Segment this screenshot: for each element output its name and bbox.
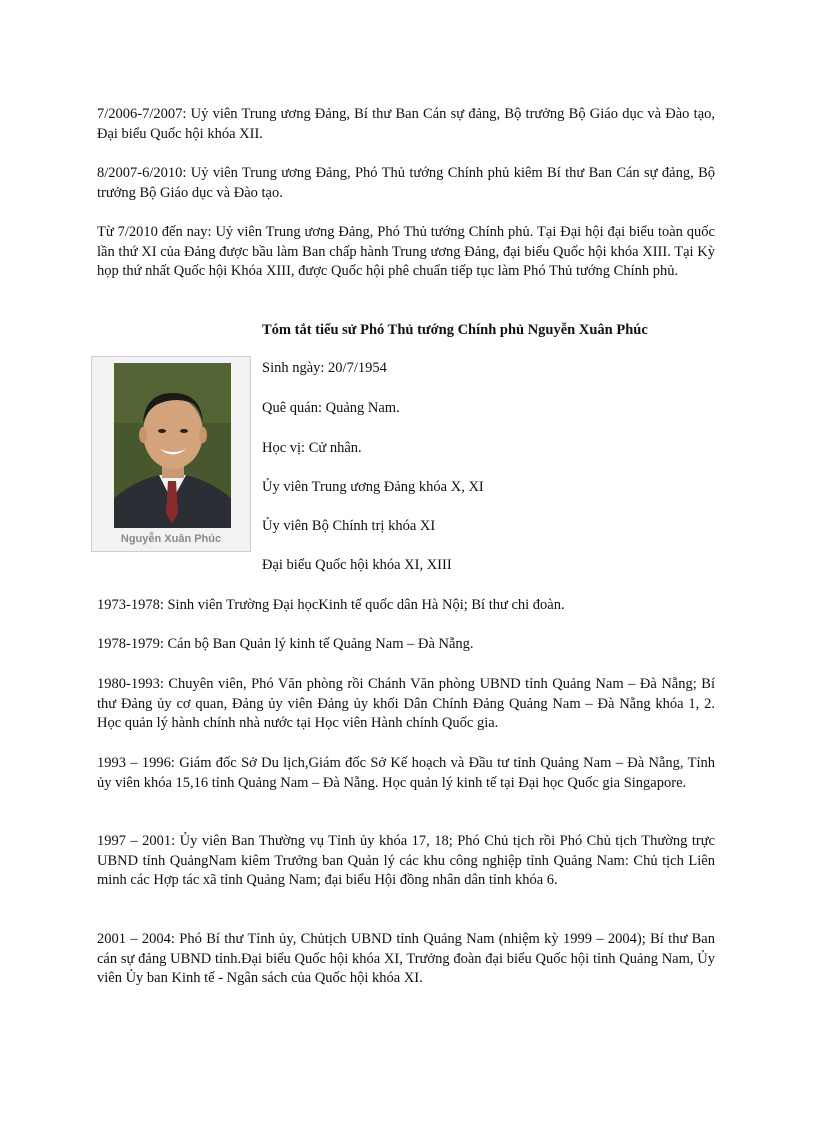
bio-paragraph: 1978-1979: Cán bộ Ban Quản lý kinh tế Quảng Nam – Đà Nẵng. — [97, 636, 474, 652]
section-title: Tóm tắt tiểu sử Phó Thủ tướng Chính phủ Nguyễn Xuân Phúc — [262, 322, 648, 338]
bio-paragraph: Từ 7/2010 đến nay: Uỷ viên Trung ương Đảng, Phó Thủ tướng Chính phủ. Tại Đại hội đại biểu toàn quốc lần thứ XI của Đảng được bầu làm Ban chấp hành Trung ương Đảng, đại biểu Quốc hội khóa XIII. Tại Kỳ họp thứ nhất Quốc hội Khóa XIII, được Quốc hội phê chuẩn tiếp tục làm Phó Thủ tướng Chính phủ. — [97, 224, 715, 280]
bio-paragraph: 1993 – 1996: Giám đốc Sở Du lịch,Giám đốc Sở Kế hoạch và Đầu tư tỉnh Quảng Nam – Đà Nẵng, Tỉnh ủy viên khóa 15,16 tỉnh Quảng Nam – Đà Nẵng. Học quản lý kinh tế tại Đại học Quốc gia Singapore. — [97, 755, 715, 791]
fact-item: Ủy viên Trung ương Đảng khóa X, XI — [262, 479, 484, 495]
bio-paragraph: 2001 – 2004: Phó Bí thư Tỉnh ủy, Chủtịch UBND tỉnh Quảng Nam (nhiệm kỳ 1999 – 2004); Bí thư Ban cán sự đảng UBND tỉnh.Đại biểu Quốc hội khóa XI, Trưởng đoàn đại biểu Quốc hội tỉnh Quảng Nam, Ủy viên Ủy ban Kinh tế - Ngân sách của Quốc hội khóa XI. — [97, 931, 715, 987]
portrait-photo — [91, 356, 251, 552]
fact-item: Ủy viên Bộ Chính trị khóa XI — [262, 518, 436, 534]
bio-paragraph: 7/2006-7/2007: Uỷ viên Trung ương Đảng, Bí thư Ban Cán sự đảng, Bộ trưởng Bộ Giáo dục và Đào tạo, Đại biểu Quốc hội khóa XII. — [97, 106, 715, 142]
photo-caption: Nguyễn Xuân Phúc — [120, 533, 222, 545]
bio-paragraph: 1997 – 2001: Ủy viên Ban Thường vụ Tỉnh ủy khóa 17, 18; Phó Chủ tịch rồi Phó Chủ tịch Thường trực UBND tỉnh QuảngNam kiêm Trưởng ban Quản lý các khu công nghiệp tỉnh Quảng Nam: Chủ tịch Liên minh các Hợp tác xã tỉnh Quảng Nam; đại biểu Hội đồng nhân dân tỉnh khóa 6. — [97, 833, 715, 889]
bio-paragraph: 8/2007-6/2010: Uỷ viên Trung ương Đảng, Phó Thủ tướng Chính phủ kiêm Bí thư Ban Cán sự đảng, Bộ trưởng Bộ Giáo dục và Đào tạo. — [97, 165, 715, 201]
fact-item: Sinh ngày: 20/7/1954 — [262, 360, 387, 376]
fact-item: Quê quán: Quảng Nam. — [262, 400, 400, 416]
portrait-illustration — [114, 363, 231, 528]
fact-item: Đại biểu Quốc hội khóa XI, XIII — [262, 557, 452, 573]
bio-paragraph: 1980-1993: Chuyên viên, Phó Văn phòng rồi Chánh Văn phòng UBND tỉnh Quảng Nam – Đà Nẵng; Bí thư Đảng ủy cơ quan, Đảng ủy viên Đảng ủy khối Dân Chính Đảng Quảng Nam – Đà Nẵng khóa 1, 2. Học quản lý hành chính nhà nước tại Học viên Hành chính Quốc gia. — [97, 676, 715, 732]
portrait-image — [114, 363, 231, 528]
fact-item: Học vị: Cử nhân. — [262, 440, 362, 456]
bio-paragraph: 1973-1978: Sinh viên Trường Đại họcKinh tế quốc dân Hà Nội; Bí thư chi đoàn. — [97, 597, 565, 613]
